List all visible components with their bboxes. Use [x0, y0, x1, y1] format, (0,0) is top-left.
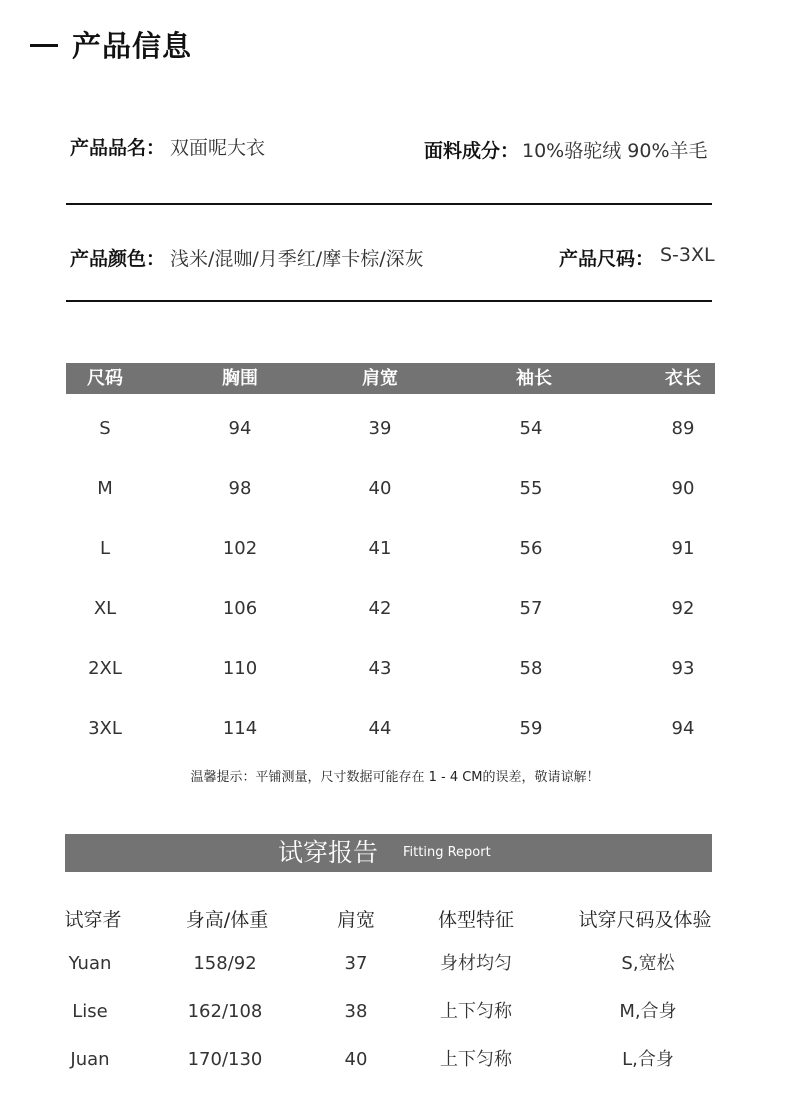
table-row	[66, 474, 715, 504]
length-cell: 93	[671, 658, 695, 679]
length-cell: 92	[671, 598, 695, 619]
shoulder-cell: 41	[368, 538, 392, 559]
sleeve-cell: 56	[519, 538, 543, 559]
height-weight-cell: 162/108	[187, 1001, 263, 1022]
sleeve-cell: 58	[519, 658, 543, 679]
body-type-cell: 上下匀称	[440, 1049, 512, 1070]
body-type-cell: 上下匀称	[440, 1001, 512, 1022]
shoulder-cell: 43	[368, 658, 392, 679]
table-row	[0, 997, 790, 1027]
table-row	[66, 534, 715, 564]
fitting-report-title: 试穿报告	[278, 838, 379, 867]
measurement-notice: 温馨提示：平铺测量，尺寸数据可能存在 1 - 4 CM的误差，敬请谅解！	[190, 770, 600, 785]
size-cell: XL	[93, 598, 117, 619]
sleeve-cell: 57	[519, 598, 543, 619]
product-name-label: 产品品名：	[70, 137, 166, 159]
table-row	[66, 414, 715, 444]
table-row	[66, 714, 715, 744]
length-cell: 91	[671, 538, 695, 559]
product-name-value: 双面呢大衣	[170, 137, 266, 159]
fabric-label: 面料成分：	[424, 140, 520, 162]
product-size-label: 产品尺码：	[559, 248, 655, 270]
length-cell: 94	[671, 718, 695, 739]
fit-experience-cell: S,宽松	[621, 953, 675, 974]
tester-name-cell: Juan	[70, 1049, 110, 1070]
product-color-label: 产品颜色：	[70, 248, 166, 270]
sleeve-cell: 54	[519, 418, 543, 439]
chest-cell: 102	[222, 538, 258, 559]
fitting-table-header	[0, 905, 790, 935]
fitting-header-cell: 试穿尺码及体验	[578, 909, 712, 931]
size-header-cell: 胸围	[222, 368, 258, 389]
table-row	[0, 949, 790, 979]
shoulder-cell: 38	[344, 1001, 368, 1022]
product-size-value: S-3XL	[660, 244, 715, 266]
fitting-header-cell: 肩宽	[336, 909, 376, 931]
size-cell: 2XL	[88, 658, 122, 679]
shoulder-cell: 39	[368, 418, 392, 439]
size-header-cell: 衣长	[665, 368, 701, 389]
divider-line	[66, 300, 712, 302]
size-header-cell: 肩宽	[362, 368, 398, 389]
size-cell: S	[99, 418, 111, 439]
fitting-header-cell: 试穿者	[64, 909, 122, 931]
fitting-report-subtitle: Fitting Report	[403, 845, 491, 860]
sleeve-cell: 59	[519, 718, 543, 739]
height-weight-cell: 158/92	[193, 953, 257, 974]
height-weight-cell: 170/130	[187, 1049, 263, 1070]
shoulder-cell: 37	[344, 953, 368, 974]
shoulder-cell: 42	[368, 598, 392, 619]
tester-name-cell: Lise	[72, 1001, 108, 1022]
sleeve-cell: 55	[519, 478, 543, 499]
page-title: 产品信息	[72, 29, 193, 63]
fitting-report-banner	[65, 834, 712, 872]
size-cell: M	[97, 478, 113, 499]
chest-cell: 106	[222, 598, 258, 619]
size-header-cell: 袖长	[516, 368, 552, 389]
table-row	[0, 1045, 790, 1075]
length-cell: 90	[671, 478, 695, 499]
title-dash	[30, 44, 58, 47]
divider-line	[66, 203, 712, 205]
chest-cell: 114	[222, 718, 258, 739]
chest-cell: 94	[228, 418, 252, 439]
size-cell: 3XL	[88, 718, 122, 739]
shoulder-cell: 40	[368, 478, 392, 499]
shoulder-cell: 44	[368, 718, 392, 739]
fitting-header-cell: 身高/体重	[185, 909, 269, 931]
product-color-value: 浅米/混咖/月季红/摩卡棕/深灰	[170, 248, 424, 270]
size-cell: L	[99, 538, 111, 559]
shoulder-cell: 40	[344, 1049, 368, 1070]
size-table-header	[66, 363, 715, 394]
fabric-value: 10%骆驼绒 90%羊毛	[522, 140, 708, 162]
table-row	[66, 594, 715, 624]
fitting-header-cell: 体型特征	[437, 909, 515, 931]
fit-experience-cell: L,合身	[622, 1049, 674, 1070]
table-row	[66, 654, 715, 684]
chest-cell: 110	[222, 658, 258, 679]
body-type-cell: 身材均匀	[440, 953, 512, 974]
size-header-cell: 尺码	[87, 368, 123, 389]
tester-name-cell: Yuan	[68, 953, 112, 974]
fit-experience-cell: M,合身	[619, 1001, 677, 1022]
length-cell: 89	[671, 418, 695, 439]
chest-cell: 98	[228, 478, 252, 499]
